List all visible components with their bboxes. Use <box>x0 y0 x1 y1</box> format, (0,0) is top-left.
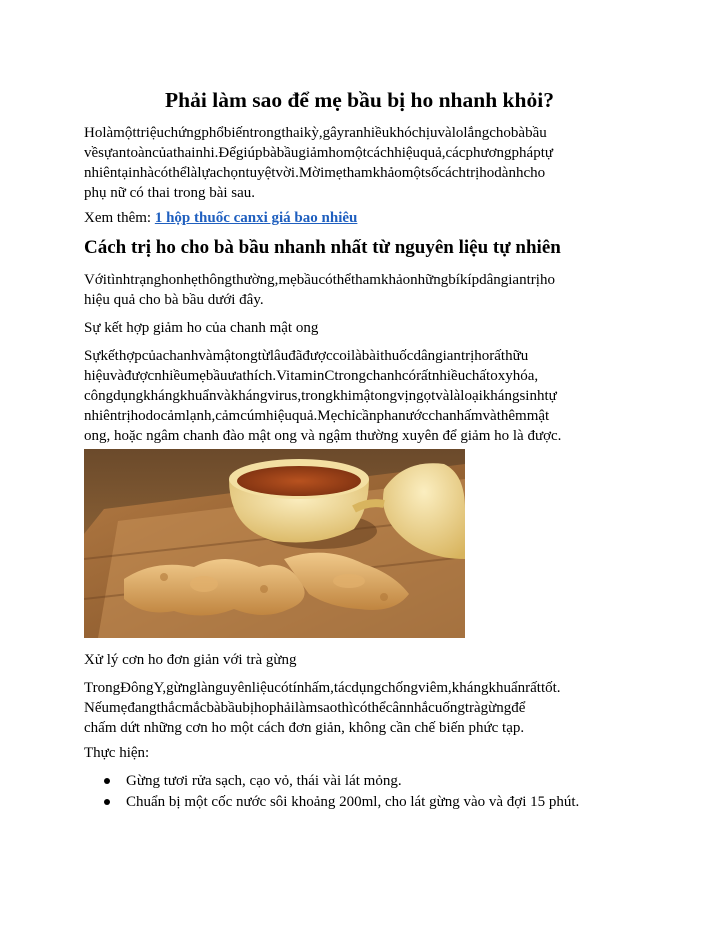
word: một <box>113 125 137 141</box>
word: lâu <box>269 348 289 364</box>
word: lạnh, <box>185 408 216 424</box>
word: bầu <box>205 368 228 384</box>
word: gian <box>500 272 527 288</box>
word: loại <box>460 388 483 404</box>
word: thể <box>332 272 351 288</box>
text-line <box>84 678 635 698</box>
word: Y, <box>153 680 167 696</box>
word: trong <box>334 368 367 384</box>
ginger-tea-photo <box>84 449 465 638</box>
word: chịu <box>411 125 438 141</box>
word: lo <box>451 125 464 141</box>
word: ấm, <box>311 680 334 696</box>
text-line: phụ nữ có thai trong bài sau. <box>84 185 256 201</box>
section-heading: Cách trị ho cho bà bầu nhanh nhất từ nguyên liệu tự nhiên <box>84 237 561 258</box>
word: liệu <box>251 680 275 696</box>
word: bà <box>262 145 277 161</box>
word: trong <box>249 125 282 141</box>
word: thích. <box>242 368 277 384</box>
text-line <box>84 346 635 366</box>
word: mẹ <box>278 272 297 288</box>
word: tình <box>106 272 131 288</box>
bullet-icon <box>104 799 110 805</box>
word: trạng <box>130 272 162 288</box>
word: khảo <box>372 165 402 181</box>
word: rất <box>489 348 506 364</box>
word: kỳ, <box>303 125 323 141</box>
text-line <box>84 366 635 386</box>
word: mẹ <box>324 165 343 181</box>
word: tự <box>544 388 557 404</box>
word: thắc <box>156 700 182 716</box>
word: tham <box>342 165 373 181</box>
word: nhà <box>132 165 154 181</box>
word: cân <box>385 700 407 716</box>
word: trà <box>464 700 481 716</box>
word: các <box>445 145 466 161</box>
word: trong <box>301 388 333 404</box>
word: về <box>84 145 99 161</box>
word: sự <box>98 145 113 161</box>
word: thai <box>172 145 196 161</box>
text-line <box>84 163 635 183</box>
word: nhiều <box>154 368 188 384</box>
word: hợp <box>118 348 142 364</box>
word: pha <box>376 408 399 424</box>
text-line: ong, hoặc ngâm chanh đào mật ong và ngậm thường xuyên để giảm ho là được. <box>84 428 562 444</box>
word: kháng <box>143 388 180 404</box>
word: hữu <box>505 348 529 364</box>
word: đã <box>288 348 303 364</box>
word: gian <box>435 348 461 364</box>
word: là <box>102 125 114 141</box>
word: an <box>112 145 127 161</box>
word: vị <box>396 388 409 404</box>
word: rất <box>525 680 541 696</box>
word: kháng <box>451 680 489 696</box>
word: những <box>410 272 449 288</box>
word: có <box>274 680 289 696</box>
word: nguyên <box>207 680 252 696</box>
word: ho <box>539 272 555 288</box>
word: gây <box>322 125 345 141</box>
word: được <box>302 348 333 364</box>
word: Đông <box>120 680 154 696</box>
word: tính <box>288 680 312 696</box>
word: chanh <box>428 408 465 424</box>
word: nhắc <box>406 700 435 716</box>
word: C <box>324 368 335 384</box>
word: ho <box>479 165 495 181</box>
text-line <box>84 123 635 143</box>
word: mẹ <box>187 368 206 384</box>
word: cách <box>438 165 466 181</box>
word: tại <box>117 165 133 181</box>
word: chứng <box>164 125 202 141</box>
word: Nếu <box>84 700 109 716</box>
word: thể <box>168 165 187 181</box>
word: hóa, <box>512 368 539 384</box>
text-line: chấm dứt những cơn ho một cách đơn giản, không cần chế biến phức tạp. <box>84 720 525 736</box>
word: rất <box>416 368 432 384</box>
word: Vitamin <box>276 368 325 384</box>
word: kháng <box>230 388 268 404</box>
see-also-prefix: Xem thêm: <box>84 210 155 226</box>
word: chanh <box>162 348 199 364</box>
word: là <box>186 165 198 181</box>
word: thể <box>367 700 386 716</box>
word: ong <box>374 388 397 404</box>
word: chanh <box>366 368 402 384</box>
word: uống <box>434 700 465 716</box>
word: Mẹ <box>317 408 338 424</box>
word: dân <box>413 348 436 364</box>
word: cảm <box>160 408 186 424</box>
word: từ <box>257 348 270 364</box>
bullet-icon <box>104 778 110 784</box>
word: để <box>511 700 526 716</box>
word: ngọt <box>408 388 436 404</box>
text-line <box>84 386 635 406</box>
word: trị <box>460 348 475 364</box>
word: và <box>437 125 452 141</box>
word: cúm <box>240 408 267 424</box>
see-also-link[interactable]: 1 hộp thuốc canxi giá bao nhiêu <box>154 210 358 226</box>
word: của <box>152 145 173 161</box>
word: quả, <box>420 145 446 161</box>
word: ưa <box>227 368 243 384</box>
word: gừng <box>480 700 512 716</box>
word: phải <box>268 700 295 716</box>
word: giảm <box>298 145 329 161</box>
word: Với <box>84 272 107 288</box>
word: là <box>350 348 362 364</box>
word: có <box>318 272 333 288</box>
word: nhiều <box>355 125 390 141</box>
intro-paragraph <box>84 123 635 203</box>
word: nhiên <box>84 408 118 424</box>
subheading-lemon-honey: Sự kết hợp giảm ho của chanh mật ong <box>84 320 319 336</box>
step-text: Gừng tươi rửa sạch, cạo vỏ, thái vài lát mỏng. <box>126 773 402 789</box>
word: mật <box>212 348 236 364</box>
word: dụng <box>351 680 382 696</box>
text-line <box>84 270 635 290</box>
word: Trong <box>84 680 121 696</box>
list-item <box>84 771 579 792</box>
word: thai <box>281 125 304 141</box>
word: mắc <box>181 700 207 716</box>
list-item <box>84 792 579 813</box>
word: nhẹ <box>176 272 198 288</box>
word: khó <box>389 125 412 141</box>
word: ho <box>130 408 146 424</box>
word: tham <box>350 272 381 288</box>
word: bà <box>206 700 221 716</box>
word: sinh <box>519 388 545 404</box>
word: chống <box>381 680 419 696</box>
word: mẹ <box>109 700 128 716</box>
word: và <box>109 368 124 384</box>
word: bị <box>242 700 254 716</box>
word: triệu <box>136 125 165 141</box>
word: hiệu <box>84 368 110 384</box>
word: ho <box>253 700 269 716</box>
lemon-honey-paragraph <box>84 346 635 446</box>
word: bà <box>510 125 526 141</box>
word: cảm <box>215 408 241 424</box>
word: và <box>198 348 213 364</box>
word: số <box>425 165 439 181</box>
subheading-ginger-tea: Xử lý cơn ho đơn giản với trà gừng <box>84 652 297 668</box>
word: thường, <box>231 272 279 288</box>
word: bầu <box>525 125 547 141</box>
section-intro-paragraph <box>84 270 635 310</box>
word: quả. <box>291 408 318 424</box>
word: virus, <box>267 388 302 404</box>
word: lắng <box>463 125 490 141</box>
word: Sự <box>84 348 101 364</box>
word: Mời <box>298 165 325 181</box>
word: khi <box>332 388 352 404</box>
text-line: hiệu quả cho bà bầu dưới đây. <box>84 292 264 308</box>
ginger-tea-paragraph <box>84 678 635 738</box>
word: đang <box>127 700 157 716</box>
word: bầu <box>276 145 299 161</box>
word: cần <box>355 408 377 424</box>
word: công <box>84 388 114 404</box>
word: kết <box>100 348 119 364</box>
word: mật <box>526 408 550 424</box>
word: và <box>216 388 231 404</box>
text-line <box>84 143 635 163</box>
word: ho <box>474 348 490 364</box>
word: coi <box>332 348 351 364</box>
text-line <box>84 406 635 426</box>
word: bài <box>361 348 381 364</box>
word: nhiên <box>84 165 118 181</box>
word: là <box>449 388 461 404</box>
word: vời. <box>275 165 299 181</box>
word: ho <box>328 145 344 161</box>
word: hiệu <box>394 145 421 161</box>
word: trị <box>117 408 131 424</box>
word: trị <box>465 165 480 181</box>
word: một <box>401 165 426 181</box>
steps-label: Thực hiện: <box>84 745 150 761</box>
word: nhi. <box>195 145 219 161</box>
see-also <box>84 208 635 228</box>
word: dụng <box>113 388 144 404</box>
word: ong <box>235 348 258 364</box>
text-line <box>84 698 635 718</box>
word: làm <box>294 700 318 716</box>
word: bầu <box>220 700 243 716</box>
word: thì <box>337 700 354 716</box>
word: dành <box>494 165 524 181</box>
step-text: Chuẩn bị một cốc nước sôi khoảng 200ml, cho lát gừng vào và đợi 15 phút. <box>126 794 580 810</box>
word: mật <box>351 388 375 404</box>
word: phổ <box>201 125 224 141</box>
word: phương <box>465 145 512 161</box>
word: dân <box>479 272 501 288</box>
word: thuốc <box>380 348 414 364</box>
steps-list <box>84 771 579 813</box>
word: viêm, <box>418 680 452 696</box>
word: Để <box>218 145 236 161</box>
word: tự <box>540 145 554 161</box>
word: chọn <box>216 165 246 181</box>
word: bí <box>448 272 460 288</box>
word: ra <box>344 125 356 141</box>
word: tác <box>333 680 352 696</box>
word: sao <box>317 700 338 716</box>
word: một <box>343 145 367 161</box>
word: cho <box>523 165 546 181</box>
word: và <box>435 388 450 404</box>
word: nhiều <box>431 368 466 384</box>
word: cho <box>489 125 511 141</box>
word: kháng <box>482 388 520 404</box>
word: hiệu <box>266 408 292 424</box>
word: kíp <box>459 272 480 288</box>
word: khảo <box>380 272 411 288</box>
word: của <box>141 348 163 364</box>
word: có <box>401 368 417 384</box>
word: cách <box>366 145 395 161</box>
word: do <box>145 408 161 424</box>
word: có <box>353 700 368 716</box>
word: gừng <box>166 680 197 696</box>
word: khuẩn <box>488 680 526 696</box>
word: bầu <box>296 272 319 288</box>
word: giúp <box>235 145 263 161</box>
word: biến <box>223 125 250 141</box>
word: tuyệt <box>245 165 276 181</box>
word: thêm <box>496 408 527 424</box>
word: thông <box>197 272 232 288</box>
word: oxy <box>490 368 513 384</box>
word: Ho <box>84 125 103 141</box>
word: được <box>124 368 155 384</box>
word: có <box>154 165 169 181</box>
word: pháp <box>511 145 541 161</box>
page-title: Phải làm sao để mẹ bầu bị ho nhanh khỏi? <box>165 88 554 112</box>
word: ho <box>161 272 177 288</box>
word: khuẩn <box>179 388 217 404</box>
word: nước <box>398 408 429 424</box>
word: trị <box>526 272 540 288</box>
word: và <box>482 408 497 424</box>
word: chỉ <box>337 408 356 424</box>
word: là <box>196 680 208 696</box>
word: ấm <box>464 408 483 424</box>
word: toàn <box>126 145 153 161</box>
word: lựa <box>197 165 217 181</box>
word: tốt. <box>540 680 561 696</box>
word: chất <box>465 368 491 384</box>
